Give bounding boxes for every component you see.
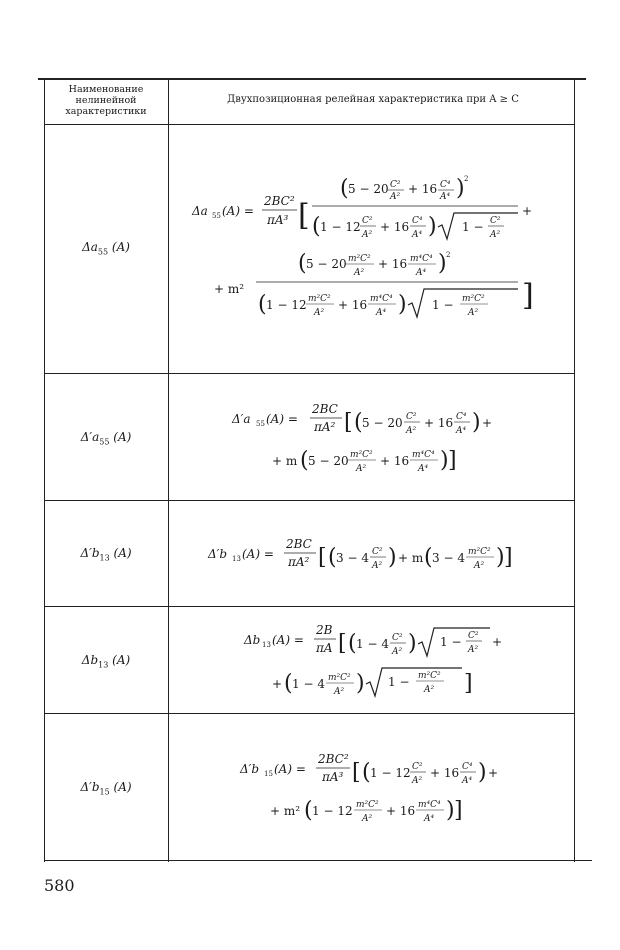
svg-text:A²: A² [474,561,485,571]
svg-text:1 − 12: 1 − 12 [266,298,307,312]
row-name-argument: (A) [113,430,132,444]
svg-text:m²C²: m²C² [418,671,441,681]
svg-text:+ 16: + 16 [380,454,410,468]
svg-text:A²: A² [314,308,325,318]
formula-delta-prime-b13-svg [172,532,574,577]
svg-text:A⁴: A⁴ [376,308,387,318]
svg-text:]: ] [464,671,473,696]
svg-text:Δ′b: Δ′b [240,762,260,776]
row-name-4 [44,653,168,669]
svg-text:A²: A² [356,464,367,474]
svg-text:55: 55 [212,212,221,220]
svg-text:A²: A² [424,685,435,695]
svg-text:A²: A² [334,687,345,697]
svg-text:1 −: 1 − [440,635,462,649]
svg-text:): ) [438,251,447,276]
svg-text:(A) =: (A) = [242,547,274,561]
svg-text:2BC: 2BC [312,402,338,416]
svg-text:C²: C² [392,633,403,643]
svg-text:m⁴C⁴: m⁴C⁴ [418,800,441,810]
header-line: Наименование [68,84,144,95]
svg-text:[: [ [352,760,361,785]
svg-text:Δ′b: Δ′b [208,547,228,561]
svg-text:2B: 2B [316,623,333,637]
svg-text:m²C²: m²C² [308,294,331,304]
svg-text:(: ( [340,176,349,201]
svg-text:A²: A² [362,230,373,240]
svg-text:(: ( [424,545,433,570]
svg-text:+ 16: + 16 [430,766,460,780]
header-line: характеристики [65,106,147,117]
svg-text:+ m²: + m² [270,804,301,818]
column-divider [168,78,169,862]
row-name-subscript: 13 [99,553,110,563]
row-name-3 [44,546,168,562]
svg-text:): ) [456,176,465,201]
svg-text:1 −: 1 − [432,298,454,312]
svg-text:A⁴: A⁴ [462,776,473,786]
formula-delta-a55-svg [172,165,574,325]
svg-text:(: ( [300,448,309,473]
svg-text:5 − 20: 5 − 20 [348,182,389,196]
row-name-subscript: 55 [99,437,110,447]
svg-text:[: [ [344,410,353,435]
svg-text:A²: A² [406,426,417,436]
svg-text:13: 13 [232,555,241,563]
svg-text:]: ] [454,798,463,823]
table-bottom-rule [44,860,592,861]
row-name-argument: (A) [113,780,132,794]
svg-text:5 − 20: 5 − 20 [306,257,347,271]
row-divider [44,713,574,714]
svg-text:A⁴: A⁴ [416,268,427,278]
svg-text:2BC: 2BC [286,537,312,551]
row-name-symbol: Δa [82,240,98,254]
svg-text:A²: A² [468,645,479,655]
svg-text:]: ] [448,448,457,473]
svg-text:1 − 12: 1 − 12 [370,766,411,780]
svg-text:+ m: + m [272,454,298,468]
svg-text:2: 2 [446,251,451,259]
svg-text:): ) [428,214,437,239]
svg-text:A⁴: A⁴ [456,426,467,436]
formula-delta-prime-b15-svg [172,745,574,830]
svg-text:πA²: πA² [288,555,310,569]
svg-text:A²: A² [390,192,401,202]
svg-text:1 − 4: 1 − 4 [356,637,389,651]
svg-text:1 −: 1 − [388,675,410,689]
svg-text:C²: C² [468,631,479,641]
svg-text:[: [ [318,545,327,570]
svg-text:C⁴: C⁴ [462,762,473,772]
svg-text:+: + [482,416,493,430]
svg-text:A²: A² [490,230,501,240]
row-divider [44,373,574,374]
svg-text:): ) [398,292,407,317]
row-name-subscript: 55 [97,247,109,257]
svg-text:): ) [388,545,397,570]
row-name-symbol: Δ′b [80,546,100,560]
svg-text:C⁴: C⁴ [412,216,423,226]
header-line: нелинейной [75,95,137,106]
svg-text:πA³: πA³ [267,213,289,227]
svg-text:): ) [446,798,455,823]
svg-text:+ 16: + 16 [338,298,368,312]
svg-text:Δa: Δa [192,204,208,218]
svg-text:+ 16: + 16 [386,804,416,818]
formula-delta-prime-a55-svg [172,395,574,480]
svg-text:πA: πA [316,641,333,655]
svg-text:C²: C² [362,216,373,226]
svg-text:A²: A² [362,814,373,824]
svg-text:]: ] [522,278,534,313]
svg-text:A²: A² [372,561,383,571]
svg-text:C²: C² [406,412,417,422]
svg-text:): ) [356,671,365,696]
svg-text:A²: A² [412,776,423,786]
formula-delta-prime-b13 [172,532,574,577]
svg-text:πA³: πA³ [322,770,344,784]
formula-delta-a55 [172,165,574,325]
formula-delta-prime-b15 [172,745,574,830]
svg-text:m⁴C⁴: m⁴C⁴ [410,254,433,264]
svg-text:A⁴: A⁴ [412,230,423,240]
svg-text:(A) =: (A) = [272,633,304,647]
row-name-argument: (A) [111,240,130,254]
svg-text:m²C²: m²C² [462,294,485,304]
row-name-argument: (A) [113,546,132,560]
svg-text:2BC²: 2BC² [264,194,295,208]
table-left-rule [44,78,45,862]
formula-delta-prime-a55 [172,395,574,480]
row-name-symbol: Δ′a [80,430,100,444]
svg-text:5 − 20: 5 − 20 [362,416,403,430]
svg-text:C⁴: C⁴ [440,180,451,190]
svg-text:[: [ [298,198,310,233]
row-name-symbol: Δb [81,653,99,667]
header-bottom-rule [44,124,574,125]
svg-text:+ m²: + m² [214,282,245,296]
row-name-argument: (A) [112,653,131,667]
svg-text:A²: A² [392,647,403,657]
svg-text:13: 13 [262,641,271,649]
svg-text:(: ( [298,251,307,276]
svg-text:(: ( [354,410,363,435]
svg-text:+: + [272,677,283,691]
svg-text:(: ( [284,671,293,696]
svg-text:C²: C² [390,180,401,190]
svg-text:(: ( [348,631,357,656]
row-divider [44,500,574,501]
svg-text:2BC²: 2BC² [318,752,349,766]
svg-text:(: ( [312,214,321,239]
svg-text:C²: C² [412,762,423,772]
svg-text:]: ] [504,545,513,570]
svg-text:): ) [440,448,449,473]
svg-text:+ 16: + 16 [408,182,438,196]
table-top-rule [38,78,586,80]
svg-text:A⁴: A⁴ [418,464,429,474]
table-right-rule [574,78,575,862]
svg-text:Δ′a: Δ′a [232,412,251,426]
svg-text:5 − 20: 5 − 20 [308,454,349,468]
svg-text:15: 15 [264,770,273,778]
row-divider [44,606,574,607]
svg-text:+: + [492,635,503,649]
svg-text:): ) [408,631,417,656]
svg-text:): ) [496,545,505,570]
row-name-symbol: Δ′b [80,780,100,794]
svg-text:+ 16: + 16 [380,220,410,234]
row-name-subscript: 15 [99,787,110,797]
formula-delta-b13 [172,618,574,703]
svg-text:m²C²: m²C² [356,800,379,810]
page-number: 580 [44,876,75,895]
svg-text:1 − 12: 1 − 12 [320,220,361,234]
row-name-1 [44,240,168,256]
svg-text:A⁴: A⁴ [424,814,435,824]
svg-text:+ 16: + 16 [424,416,454,430]
svg-text:C⁴: C⁴ [456,412,467,422]
svg-text:A²: A² [354,268,365,278]
svg-text:3 − 4: 3 − 4 [432,551,465,565]
svg-text:): ) [472,410,481,435]
svg-text:55: 55 [256,420,265,428]
column-header-name [44,84,168,117]
svg-text:A⁴: A⁴ [440,192,451,202]
row-name-5 [44,780,168,796]
svg-text:m²C²: m²C² [348,254,371,264]
svg-text:Δb: Δb [244,633,261,647]
formula-delta-b13-svg [172,618,574,703]
svg-text:1 − 4: 1 − 4 [292,677,325,691]
svg-text:A²: A² [468,308,479,318]
svg-text:(A) =: (A) = [222,204,254,218]
svg-text:1 − 12: 1 − 12 [312,804,353,818]
svg-text:C²: C² [372,547,383,557]
svg-text:m⁴C⁴: m⁴C⁴ [412,450,435,460]
svg-text:m²C²: m²C² [350,450,373,460]
svg-text:2: 2 [464,175,469,183]
svg-text:+: + [522,204,533,218]
svg-text:C²: C² [490,216,501,226]
svg-text:(A) =: (A) = [266,412,298,426]
svg-text:+: + [488,766,499,780]
row-name-subscript: 13 [98,660,109,670]
column-header-characteristic: Двухпозиционная релейная характеристика при A ≥ C [227,94,519,105]
svg-text:(: ( [258,292,267,317]
svg-text:m⁴C⁴: m⁴C⁴ [370,294,393,304]
svg-text:m²C²: m²C² [468,547,491,557]
svg-text:+ m: + m [398,551,424,565]
svg-text:m²C²: m²C² [328,673,351,683]
svg-text:πA²: πA² [314,420,336,434]
row-name-2 [44,430,168,446]
svg-text:(: ( [328,545,337,570]
svg-text:+ 16: + 16 [378,257,408,271]
svg-text:1 −: 1 − [462,220,484,234]
svg-text:3 − 4: 3 − 4 [336,551,369,565]
svg-text:(: ( [304,798,313,823]
svg-text:(: ( [362,760,371,785]
svg-text:): ) [478,760,487,785]
svg-text:[: [ [338,631,347,656]
svg-text:(A) =: (A) = [274,762,306,776]
